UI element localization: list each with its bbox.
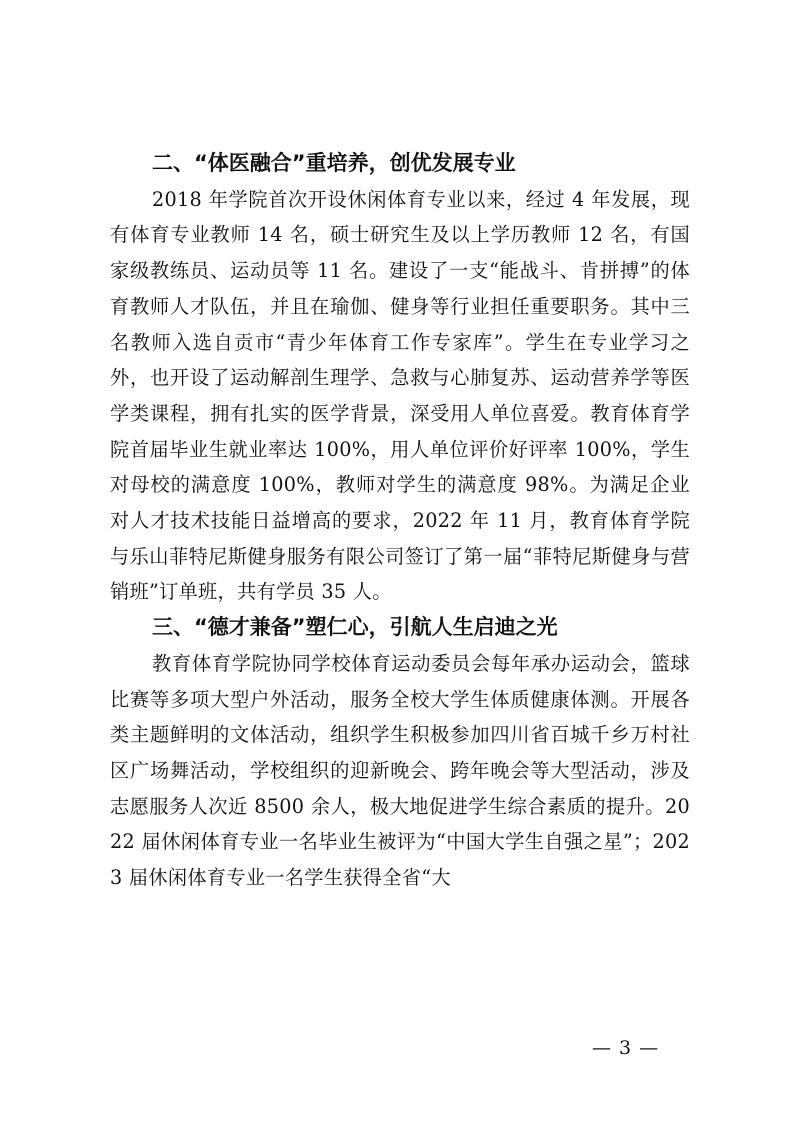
section-heading-3: 三、“德才兼备”塑仁心，引航人生启迪之光 [152, 615, 558, 640]
page-content [110, 146, 690, 896]
page-number: — 3 — [592, 1037, 660, 1059]
section-paragraph-3: 教育体育学院协同学校体育运动委员会每年承办运动会，篮球比赛等多项大型户外活动，服务全校大学生体质健康体测。开展各类主题鲜明的文体活动，组织学生积极参加四川省百城千乡万村社区广场舞活动，学校组织的迎新晚会、跨年晚会等大型活动，涉及志愿服务人次近 8500 余人，极大地促进学生综合素质的提升。2022 届休闲体育专业一名毕业生被评为“中国大学生自强之星”；2023 届休闲体育专业一名学生获得全省“大 [110, 651, 690, 890]
section-heading-2: 二、“体医融合”重培养，创优发展专业 [152, 151, 516, 175]
section-paragraph-2: 2018 年学院首次开设休闲体育专业以来，经过 4 年发展，现有体育专业教师 14 名，硕士研究生及以上学历教师 12 名，有国家级教练员、运动员等 11 名。建设了一支“能战斗、肯拼搏”的体育教师人才队伍，并且在瑜伽、健身等行业担任重要职务。其中三名教师入选自贡市“青少年体育工作专家库”。学生在专业学习之外，也开设了运动解剖生理学、急救与心肺复苏、运动营养学等医学类课程，拥有扎实的医学背景，深受用人单位喜爱。教育体育学院首届毕业生就业率达 100%，用人单位评价好评率 100%，学生对母校的满意度 100%，教师对学生的满意度 98%。为满足企业对人才技术技能日益增高的要求，2022 年 11 月，教育体育学院与乐山菲特尼斯健身服务有限公司签订了第一届“菲特尼斯健身与营销班”订单班，共有学员 35 人。 [110, 187, 690, 604]
